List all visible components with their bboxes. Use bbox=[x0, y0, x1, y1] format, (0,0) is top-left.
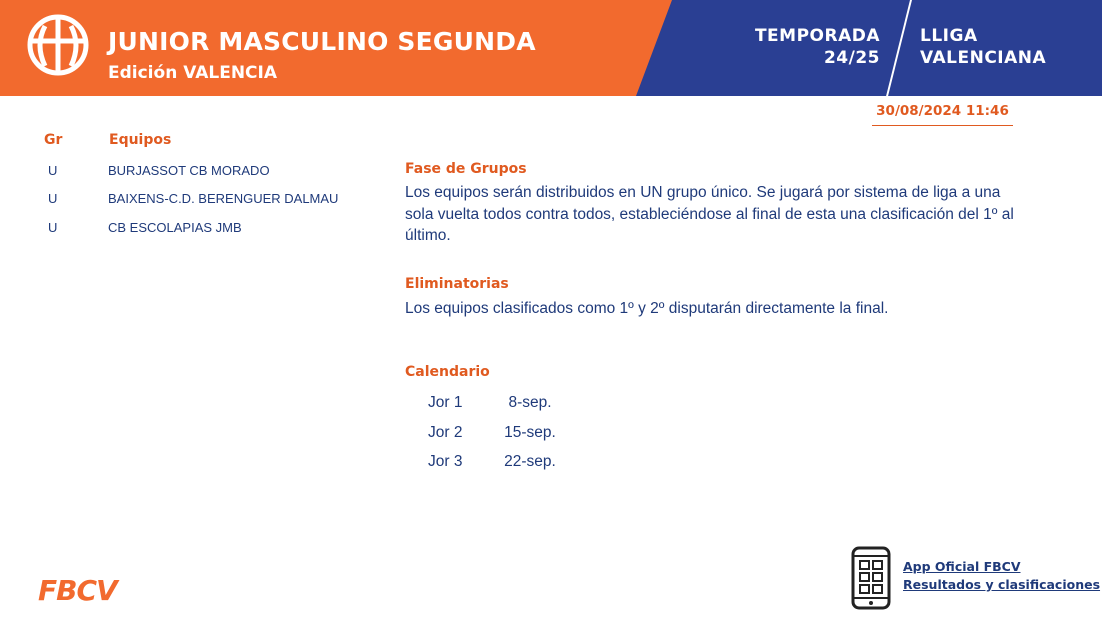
team-name: CB ESCOLAPIAS JMB bbox=[108, 220, 242, 235]
app-link[interactable]: App Oficial FBCV bbox=[903, 559, 1021, 574]
competition-title: JUNIOR MASCULINO SEGUNDA bbox=[108, 27, 536, 56]
season-value-text: 24/25 bbox=[823, 48, 880, 68]
smartphone-icon[interactable] bbox=[851, 546, 891, 610]
teams-column-header: Equipos bbox=[109, 132, 172, 148]
calendar-date: 15-sep. bbox=[504, 424, 556, 441]
team-group: U bbox=[48, 191, 58, 206]
timestamp: 30/08/2024 11:46 bbox=[876, 103, 1009, 119]
calendar-row bbox=[405, 394, 605, 416]
calendar-date: 22-sep. bbox=[504, 453, 556, 470]
league-label bbox=[920, 25, 1046, 69]
calendar-title: Calendario bbox=[405, 364, 490, 380]
phase-groups-title: Fase de Grupos bbox=[405, 161, 527, 177]
calendar-row bbox=[405, 453, 605, 475]
phase-groups-text: Los equipos serán distribuidos en UN grupo único. Se jugará por sistema de liga a una sola vuelta todos contra todos, estableciéndose al final de esta una clasificación del 1º al último. bbox=[405, 184, 1014, 244]
calendar-round: Jor 3 bbox=[428, 453, 463, 470]
team-group: U bbox=[48, 220, 58, 235]
calendar-round: Jor 1 bbox=[428, 394, 463, 411]
calendar-date: 8-sep. bbox=[508, 394, 552, 411]
basketball-logo-icon bbox=[27, 14, 89, 76]
team-name: BAIXENS-C.D. BERENGUER DALMAU bbox=[108, 191, 339, 206]
header-banner bbox=[0, 0, 1102, 96]
fbcv-logo: FBCV bbox=[38, 574, 117, 607]
league-line1: LLIGA bbox=[920, 26, 978, 46]
calendar-row bbox=[405, 424, 605, 446]
team-group: U bbox=[48, 163, 58, 178]
app-link-subtitle[interactable]: Resultados y clasificaciones bbox=[903, 577, 1101, 592]
competition-subtitle: Edición VALENCIA bbox=[108, 63, 278, 83]
group-column-header: Gr bbox=[44, 132, 63, 148]
season-label-text: TEMPORADA bbox=[754, 26, 880, 46]
table-row bbox=[0, 191, 380, 211]
season-label bbox=[755, 25, 880, 69]
table-row bbox=[0, 220, 380, 240]
calendar-round: Jor 2 bbox=[428, 424, 463, 441]
knockouts-text: Los equipos clasificados como 1º y 2º disputarán directamente la final. bbox=[405, 300, 889, 317]
league-line2: VALENCIANA bbox=[920, 48, 1047, 68]
timestamp-box bbox=[872, 102, 1013, 126]
table-row bbox=[0, 163, 380, 183]
team-name: BURJASSOT CB MORADO bbox=[108, 163, 270, 178]
knockouts-title: Eliminatorias bbox=[405, 276, 509, 292]
